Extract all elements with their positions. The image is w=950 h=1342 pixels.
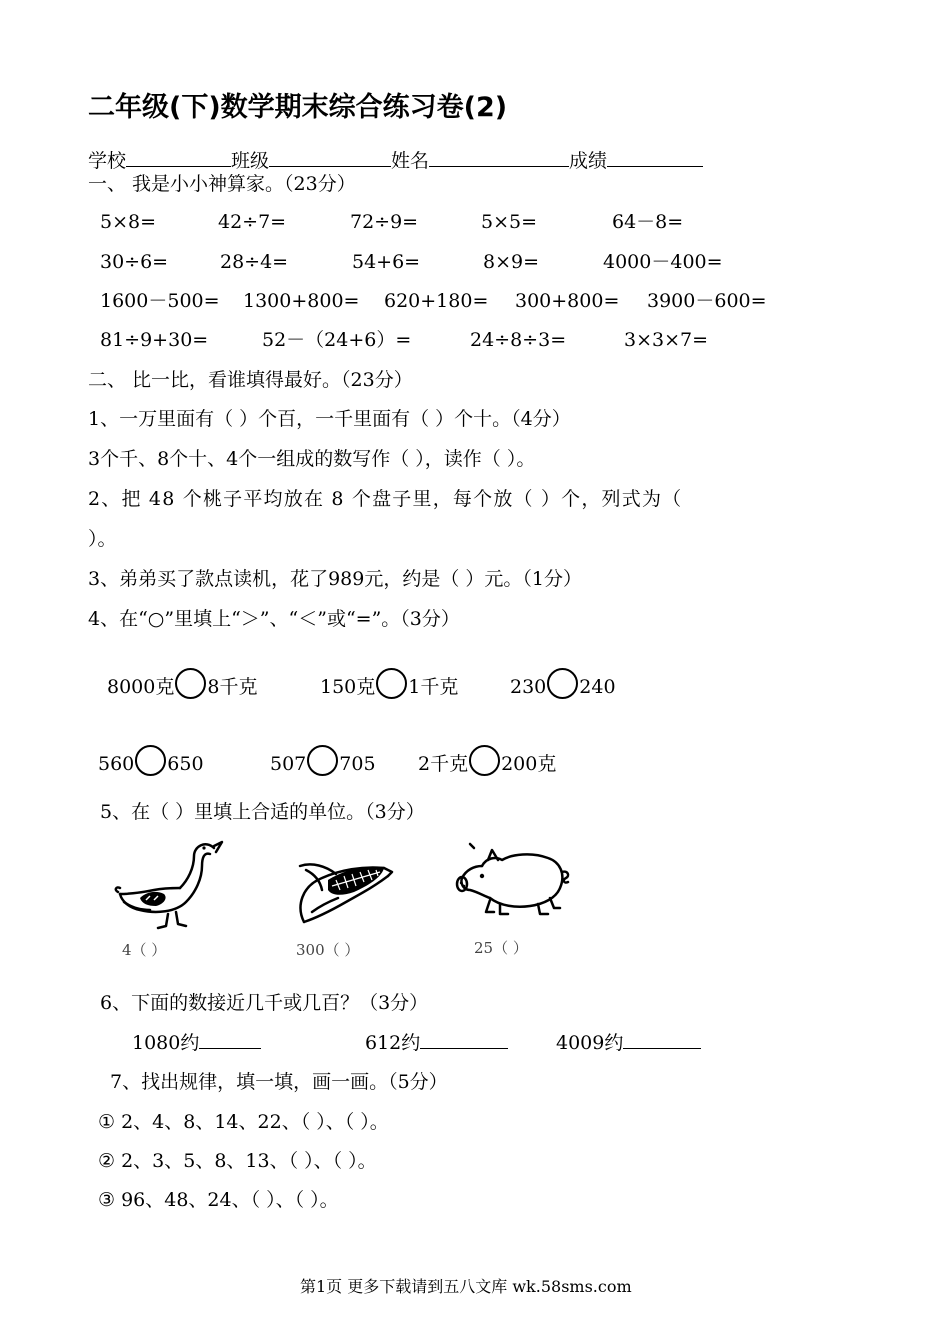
approx-item: 612约 (365, 1034, 508, 1053)
pig-illustration (452, 836, 572, 926)
calc-item: 30÷6= (100, 251, 169, 273)
calc-item: 24÷8÷3= (470, 329, 567, 351)
calc-item: 1600－500= (100, 290, 220, 312)
approx-item: 4009约 (556, 1034, 701, 1053)
calc-item: 5×5= (481, 211, 538, 233)
compare-circle[interactable] (376, 668, 407, 699)
calc-item: 620+180= (384, 290, 489, 312)
question-1b: 3个千、8个十、4个一组成的数写作（ ），读作（ ）。 (88, 448, 536, 470)
question-7: 7、找出规律，填一填，画一画。（5分） (110, 1071, 448, 1093)
school-field[interactable] (126, 148, 231, 167)
calc-item: 1300+800= (243, 290, 360, 312)
calc-item: 3900－600= (647, 290, 767, 312)
compare-item: 560 650 (98, 745, 204, 776)
calc-item: 52－（24+6）= (262, 329, 412, 351)
corn-illustration (292, 846, 397, 931)
pattern-item: ③ 96、48、24、（ ）、（ ）。 (98, 1189, 339, 1211)
approx-item: 1080约 (132, 1034, 261, 1053)
calc-item: 5×8= (100, 211, 157, 233)
calc-item: 4000－400= (603, 251, 723, 273)
calc-item: 42÷7= (218, 211, 287, 233)
question-3: 3、弟弟买了款点读机，花了989元，约是（ ）元。（1分） (88, 568, 582, 590)
question-4: 4、在“○”里填上“＞”、“＜”或“=”。（3分） (88, 608, 460, 630)
compare-item: 150克 1千克 (320, 668, 458, 699)
compare-item: 230 240 (510, 668, 616, 699)
compare-item: 2千克 200克 (418, 745, 556, 776)
compare-item: 8000克 8千克 (107, 668, 257, 699)
question-1a: 1、一万里面有（ ）个百，一千里面有（ ）个十。（4分） (88, 408, 571, 430)
info-line (88, 148, 703, 171)
approx-answer[interactable] (199, 1037, 261, 1049)
calc-item: 64－8= (612, 211, 684, 233)
compare-circle[interactable] (307, 745, 338, 776)
calc-item: 54+6= (352, 251, 421, 273)
question-2b: ）。 (88, 528, 117, 550)
class-label: 班级 (231, 150, 270, 172)
compare-item: 507 705 (270, 745, 376, 776)
section2-heading: 二、 比一比，看谁填得最好。（23分） (88, 369, 413, 391)
calc-item: 8×9= (483, 251, 540, 273)
section1-heading: 一、 我是小小神算家。（23分） (88, 173, 356, 195)
question-6: 6、下面的数接近几千或几百？（3分） (100, 992, 429, 1014)
corn-unit-label: 300（ ） (296, 941, 360, 959)
calc-item: 3×3×7= (624, 329, 709, 351)
calc-item: 81÷9+30= (100, 329, 209, 351)
question-5: 5、在（ ）里填上合适的单位。（3分） (100, 801, 425, 823)
page-footer: 第1页 更多下载请到五八文库 wk.58sms.com (300, 1277, 632, 1296)
calc-item: 72÷9= (350, 211, 419, 233)
approx-answer[interactable] (623, 1037, 701, 1049)
pattern-item: ② 2、3、5、8、13、（ ）、（ ）。 (98, 1150, 377, 1172)
question-2a: 2、把 48 个桃子平均放在 8 个盘子里，每个放（ ）个，列式为（ (88, 488, 683, 510)
score-field[interactable] (607, 148, 703, 167)
name-label: 姓名 (391, 150, 430, 172)
pig-unit-label: 25（ ） (474, 939, 528, 957)
compare-circle[interactable] (547, 668, 578, 699)
compare-circle[interactable] (175, 668, 206, 699)
calc-item: 300+800= (515, 290, 620, 312)
calc-item: 28÷4= (220, 251, 289, 273)
goose-illustration (110, 836, 225, 936)
class-field[interactable] (269, 148, 391, 167)
page-title: 二年级(下)数学期末综合练习卷(2) (88, 92, 508, 123)
name-field[interactable] (429, 148, 569, 167)
pattern-item: ① 2、4、8、14、22、（ ）、（ ）。 (98, 1111, 389, 1133)
score-label: 成绩 (569, 150, 608, 172)
compare-circle[interactable] (135, 745, 166, 776)
goose-unit-label: 4（ ） (122, 941, 167, 959)
compare-circle[interactable] (469, 745, 500, 776)
school-label: 学校 (88, 150, 127, 172)
approx-answer[interactable] (420, 1037, 508, 1049)
